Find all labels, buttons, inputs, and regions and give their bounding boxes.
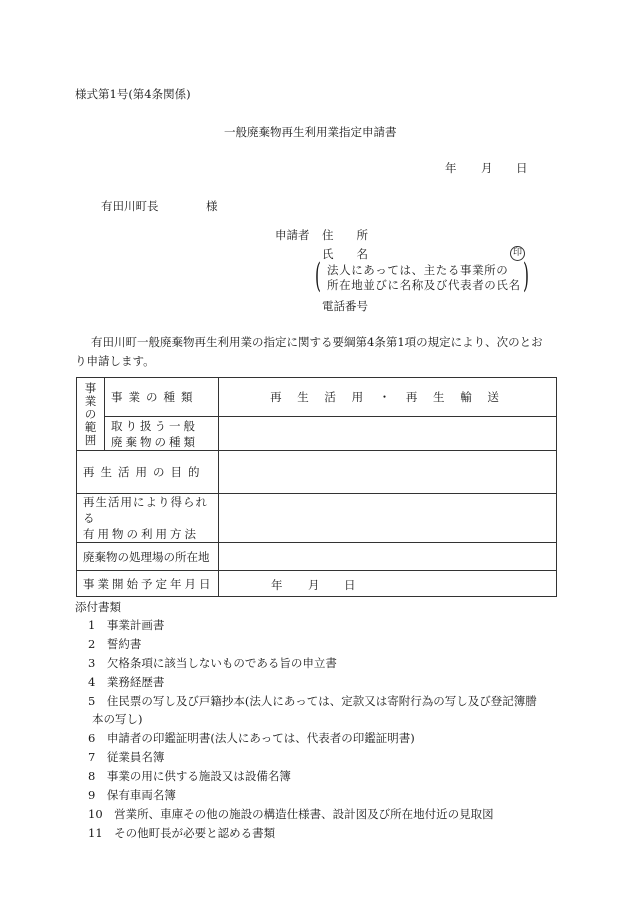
attachment-item (88, 636, 141, 652)
attachment-num: 11 (88, 826, 103, 840)
addressee-honorific: 様 (206, 199, 218, 213)
attachment-item (88, 730, 415, 746)
corporate-note-line1: 法人にあっては、主たる事業所の (327, 263, 509, 277)
attachment-continuation: 本の写し) (92, 712, 143, 726)
attachment-num: 2 (88, 637, 96, 651)
phone-label: 電話番号 (322, 299, 368, 313)
seal-mark: 印 (510, 246, 525, 261)
attachment-num: 9 (88, 788, 96, 802)
application-table (76, 377, 557, 597)
attachment-num: 10 (88, 807, 103, 821)
attachment-num: 6 (88, 731, 96, 745)
attachment-num: 5 (88, 694, 96, 708)
site-label: 廃棄物の処理場の所在地 (77, 543, 219, 571)
attachment-text: 住民票の写し及び戸籍抄本(法人にあっては、定款又は寄附行為の写し及び登記簿謄 (106, 694, 537, 708)
attachment-text: 事業計画書 (106, 618, 165, 632)
attachment-text: 申請者の印鑑証明書(法人にあっては、代表者の印鑑証明書) (106, 731, 415, 745)
attachment-num: 1 (88, 618, 96, 632)
attachment-num: 7 (88, 750, 96, 764)
document-title: 一般廃棄物再生利用業指定申請書 (224, 125, 397, 139)
attachment-text: 欠格条項に該当しないものである旨の申立書 (106, 656, 337, 670)
corporate-note (315, 256, 532, 296)
attachment-item (88, 825, 275, 841)
usage-value (219, 494, 557, 543)
attachment-text: 営業所、車庫その他の施設の構造仕様書、設計図及び所在地付近の見取図 (114, 807, 494, 821)
business-type-value: 再 生 活 用 ・ 再 生 輸 送 (219, 378, 557, 417)
scope-char: の (84, 406, 97, 421)
date-year: 年 (445, 161, 457, 175)
attachment-text: 事業の用に供する施設又は設備名簿 (106, 769, 291, 783)
start-date-label: 事業開始予定年月日 (77, 571, 219, 597)
attachment-text: その他町長が必要と認める書類 (114, 826, 276, 840)
attachment-item (88, 674, 164, 690)
attachment-num: 3 (88, 656, 96, 670)
start-year: 年 (271, 578, 283, 592)
purpose-value (219, 451, 557, 494)
address-label: 住 所 (322, 228, 368, 242)
start-date-value (219, 571, 557, 597)
usage-label-line1: 再生活用により得られる (83, 495, 208, 525)
attachment-item (88, 655, 337, 671)
open-bracket: ( (315, 256, 321, 296)
scope-char: 囲 (84, 432, 97, 447)
waste-type-value (219, 417, 557, 451)
attachment-text: 保有車両名簿 (106, 788, 176, 802)
date-month: 月 (481, 161, 493, 175)
attachment-text: 業務経歴書 (106, 675, 165, 689)
business-type-label: 事業の種類 (105, 378, 219, 417)
attachment-num: 4 (88, 675, 96, 689)
body-text-line1: 有田川町一般廃棄物再生利用業の指定に関する要綱第4条第1項の規定により、次のとお (91, 335, 543, 349)
date-day: 日 (516, 161, 528, 175)
purpose-label: 再生活用の目的 (77, 451, 219, 494)
attachment-item (88, 787, 176, 803)
scope-char: 業 (84, 393, 97, 408)
attachment-item (88, 806, 494, 822)
waste-type-label-line2: 廃棄物の種類 (111, 434, 198, 449)
close-bracket: ) (523, 256, 529, 296)
attachment-item (88, 749, 164, 765)
start-day: 日 (344, 578, 356, 592)
attachment-item (88, 617, 164, 633)
usage-label-cell (77, 494, 219, 543)
attachment-text: 誓約書 (106, 637, 142, 651)
scope-char: 事 (84, 380, 97, 395)
attachment-item (88, 768, 291, 784)
addressee-name: 有田川町長 (101, 199, 159, 213)
applicant-label: 申請者 (275, 228, 310, 242)
name-label: 氏 名 (322, 247, 368, 261)
corporate-note-line2: 所在地並びに名称及び代表者の氏名 (327, 278, 521, 292)
attachment-text: 従業員名簿 (106, 750, 165, 764)
usage-label-line2: 有用物の利用方法 (83, 527, 199, 541)
waste-type-label-cell (105, 417, 219, 451)
form-number: 様式第1号(第4条関係) (75, 87, 191, 101)
waste-type-label-line1: 取り扱う一般 (111, 418, 198, 433)
scope-label-cell (77, 378, 105, 451)
attachments-heading: 添付書類 (75, 600, 121, 614)
attachment-item (88, 693, 537, 709)
attachment-num: 8 (88, 769, 96, 783)
body-text-line2: り申請します。 (75, 354, 155, 368)
scope-char: 範 (84, 419, 97, 434)
start-month: 月 (308, 578, 320, 592)
site-value (219, 543, 557, 571)
